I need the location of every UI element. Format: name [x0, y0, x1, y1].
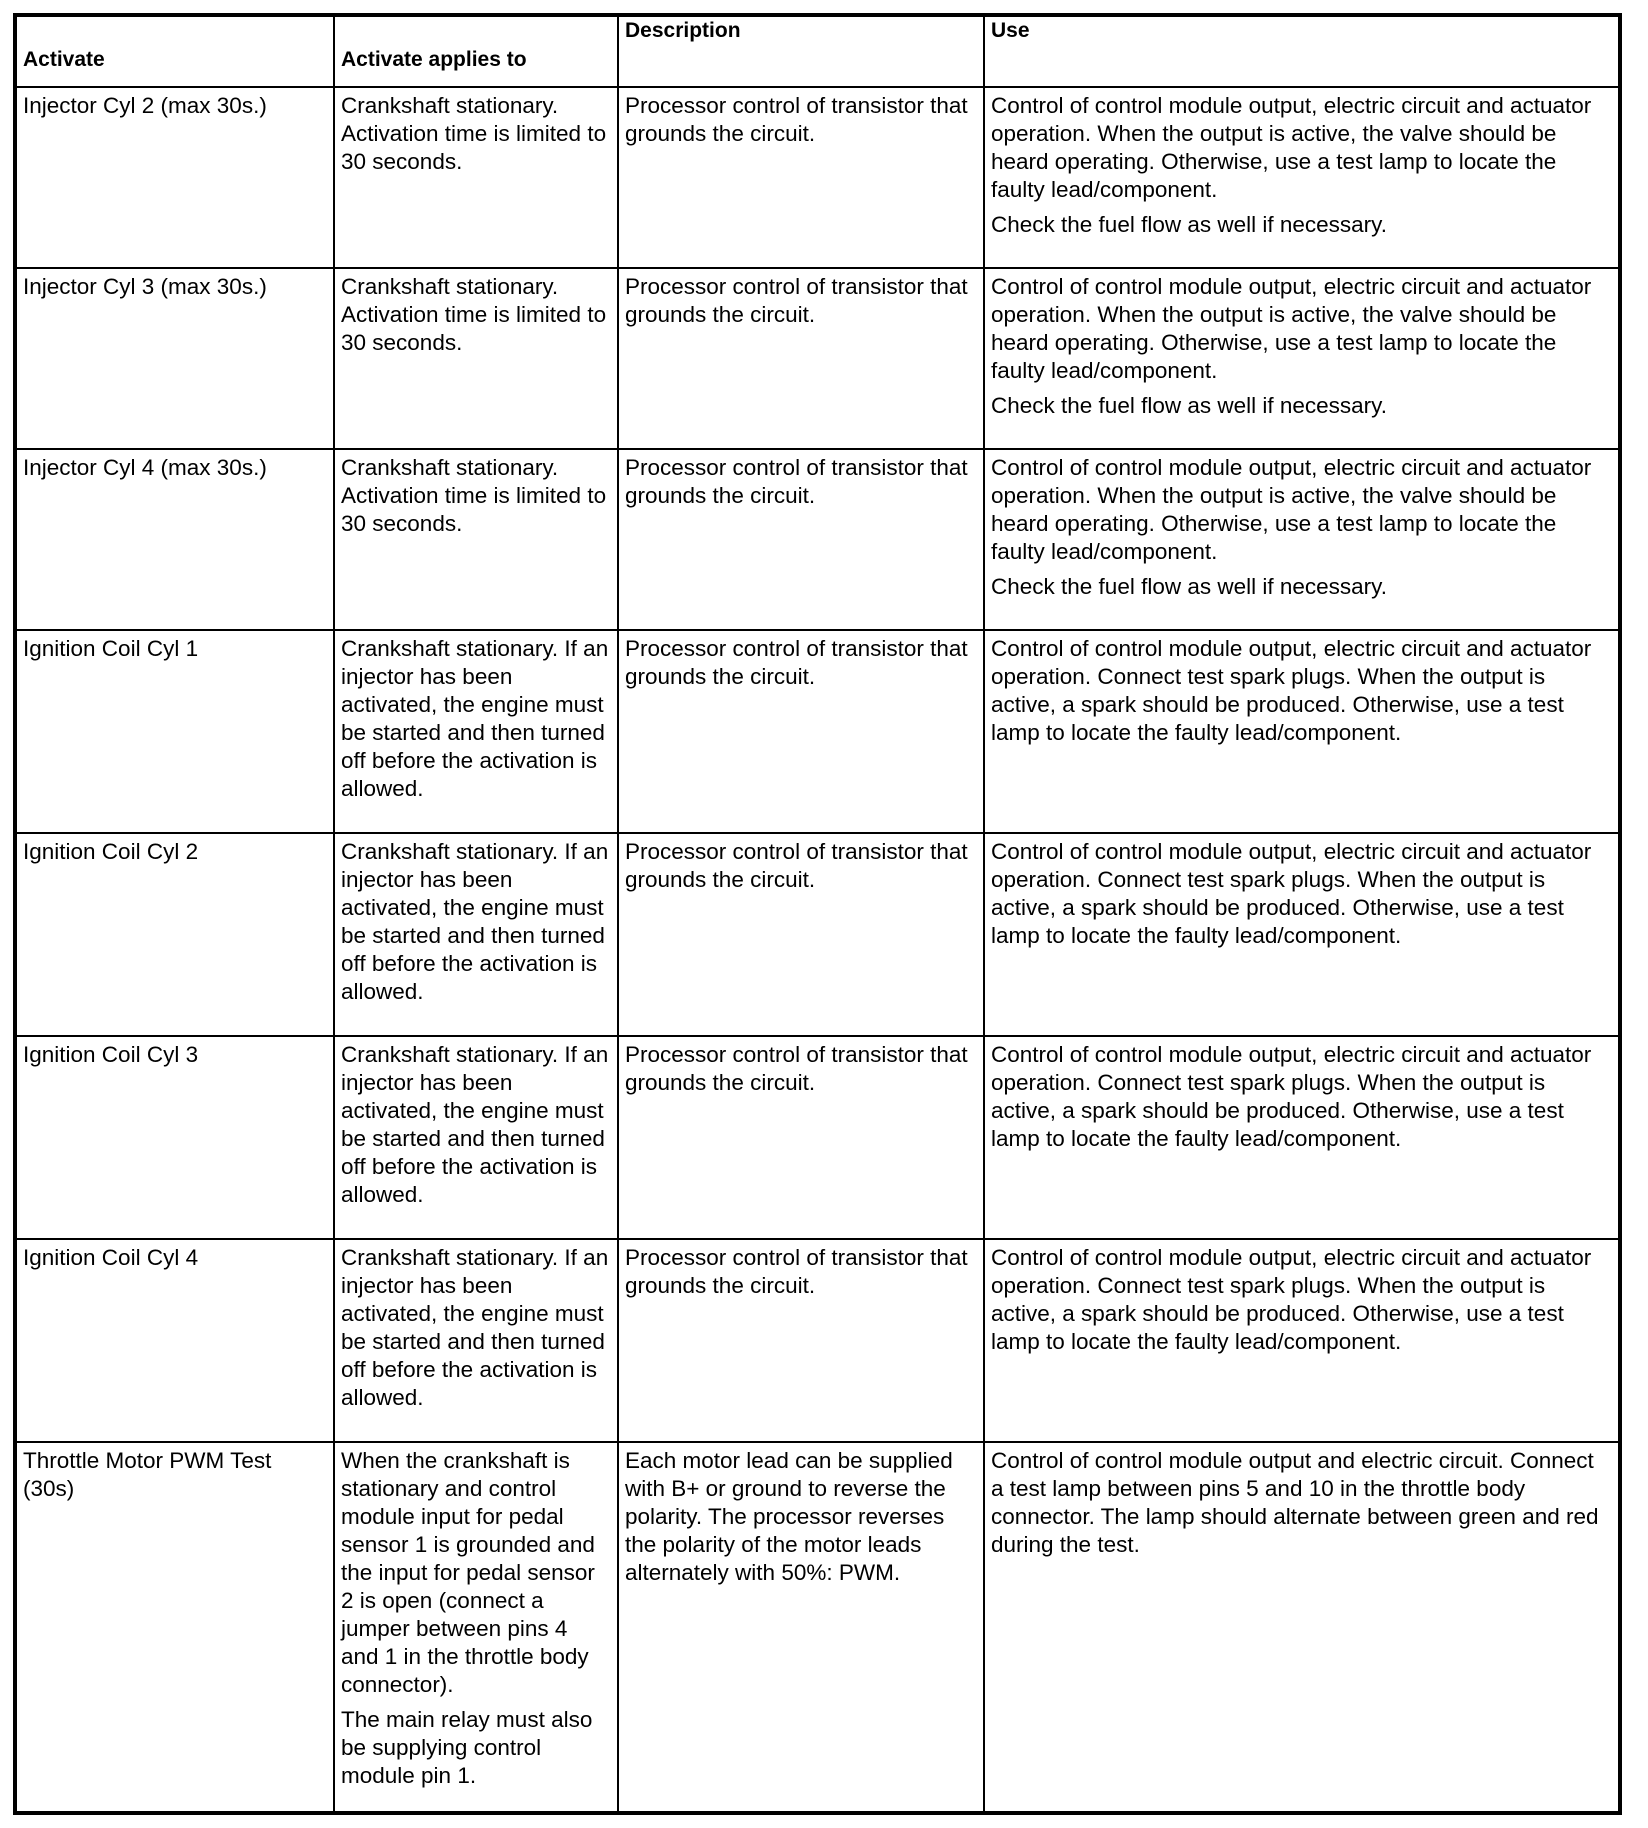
header-applies-to: Activate applies to [334, 15, 618, 87]
applies-to-cell [334, 268, 618, 449]
description-cell: Processor control of transistor that grounds the circuit. [618, 449, 984, 630]
applies-to-text: Crankshaft stationary. If an injector has been activated, the engine must be started and then turned off before the activation is allowed. [341, 1042, 609, 1207]
use-cell [984, 1239, 1620, 1442]
header-row [15, 15, 1620, 87]
applies-to-text: Crankshaft stationary. Activation time is limited to 30 seconds. [341, 274, 607, 355]
table-row [15, 268, 1620, 449]
use-text: Control of control module output, electric circuit and actuator operation. Connect test spark plugs. When the output is active, a spark should be produced. Otherwise, use a test lamp to locate the faulty lead/component. [991, 1042, 1592, 1151]
use-text: Control of control module output and electric circuit. Connect a test lamp between pins 5 and 10 in the throttle body connector. The lamp should alternate between green and red during the test. [991, 1448, 1599, 1557]
applies-to-text: Crankshaft stationary. Activation time is limited to 30 seconds. [341, 93, 607, 174]
use-cell [984, 449, 1620, 630]
use-text: Control of control module output, electric circuit and actuator operation. Connect test spark plugs. When the output is active, a spark should be produced. Otherwise, use a test lamp to locate the faulty lead/component. [991, 1245, 1592, 1354]
applies-to-text: Crankshaft stationary. If an injector has been activated, the engine must be started and then turned off before the activation is allowed. [341, 839, 609, 1004]
activate-cell: Ignition Coil Cyl 4 [15, 1239, 334, 1442]
use-text: Control of control module output, electric circuit and actuator operation. When the output is active, the valve should be heard operating. Otherwise, use a test lamp to locate the faulty lead/component. [991, 274, 1592, 383]
applies-to-cell [334, 1442, 618, 1813]
description-cell: Processor control of transistor that grounds the circuit. [618, 630, 984, 833]
use-text: Check the fuel flow as well if necessary. [991, 393, 1388, 418]
activation-table [13, 13, 1622, 1815]
description-cell: Processor control of transistor that grounds the circuit. [618, 1239, 984, 1442]
applies-to-text: When the crankshaft is stationary and control module input for pedal sensor 1 is grounded and the input for pedal sensor 2 is open (connect a jumper between pins 4 and 1 in the throttle body connector). [341, 1448, 595, 1697]
header-use: Use [984, 15, 1620, 87]
use-text: Control of control module output, electric circuit and actuator operation. When the output is active, the valve should be heard operating. Otherwise, use a test lamp to locate the faulty lead/component. [991, 455, 1592, 564]
applies-to-cell [334, 1036, 618, 1239]
table-row [15, 1442, 1620, 1813]
description-cell: Processor control of transistor that grounds the circuit. [618, 268, 984, 449]
description-cell: Each motor lead can be supplied with B+ or ground to reverse the polarity. The processor reverses the polarity of the motor leads alternately with 50%: PWM. [618, 1442, 984, 1813]
table-row [15, 1036, 1620, 1239]
applies-to-cell [334, 833, 618, 1036]
activate-cell: Injector Cyl 4 (max 30s.) [15, 449, 334, 630]
table-row [15, 1239, 1620, 1442]
activate-cell: Ignition Coil Cyl 2 [15, 833, 334, 1036]
description-cell: Processor control of transistor that grounds the circuit. [618, 1036, 984, 1239]
use-text: Control of control module output, electric circuit and actuator operation. Connect test spark plugs. When the output is active, a spark should be produced. Otherwise, use a test lamp to locate the faulty lead/component. [991, 839, 1592, 948]
applies-to-text: Crankshaft stationary. If an injector has been activated, the engine must be started and then turned off before the activation is allowed. [341, 636, 609, 801]
use-cell [984, 630, 1620, 833]
table-row [15, 449, 1620, 630]
use-cell [984, 87, 1620, 268]
description-cell: Processor control of transistor that grounds the circuit. [618, 87, 984, 268]
applies-to-cell [334, 87, 618, 268]
table-row [15, 833, 1620, 1036]
use-cell [984, 1442, 1620, 1813]
activate-cell: Ignition Coil Cyl 3 [15, 1036, 334, 1239]
description-cell: Processor control of transistor that grounds the circuit. [618, 833, 984, 1036]
table-row [15, 87, 1620, 268]
activate-cell: Ignition Coil Cyl 1 [15, 630, 334, 833]
use-text: Control of control module output, electric circuit and actuator operation. Connect test spark plugs. When the output is active, a spark should be produced. Otherwise, use a test lamp to locate the faulty lead/component. [991, 636, 1592, 745]
use-cell [984, 833, 1620, 1036]
header-activate: Activate [15, 15, 334, 87]
applies-to-cell [334, 630, 618, 833]
activate-cell: Injector Cyl 2 (max 30s.) [15, 87, 334, 268]
applies-to-text: The main relay must also be supplying control module pin 1. [341, 1707, 593, 1788]
header-description: Description [618, 15, 984, 87]
applies-to-text: Crankshaft stationary. Activation time is limited to 30 seconds. [341, 455, 607, 536]
activate-cell: Injector Cyl 3 (max 30s.) [15, 268, 334, 449]
use-cell [984, 268, 1620, 449]
use-text: Check the fuel flow as well if necessary. [991, 212, 1388, 237]
applies-to-cell [334, 1239, 618, 1442]
table-row [15, 630, 1620, 833]
activate-cell: Throttle Motor PWM Test (30s) [15, 1442, 334, 1813]
use-cell [984, 1036, 1620, 1239]
applies-to-text: Crankshaft stationary. If an injector has been activated, the engine must be started and then turned off before the activation is allowed. [341, 1245, 609, 1410]
applies-to-cell [334, 449, 618, 630]
use-text: Check the fuel flow as well if necessary. [991, 574, 1388, 599]
use-text: Control of control module output, electric circuit and actuator operation. When the output is active, the valve should be heard operating. Otherwise, use a test lamp to locate the faulty lead/component. [991, 93, 1592, 202]
